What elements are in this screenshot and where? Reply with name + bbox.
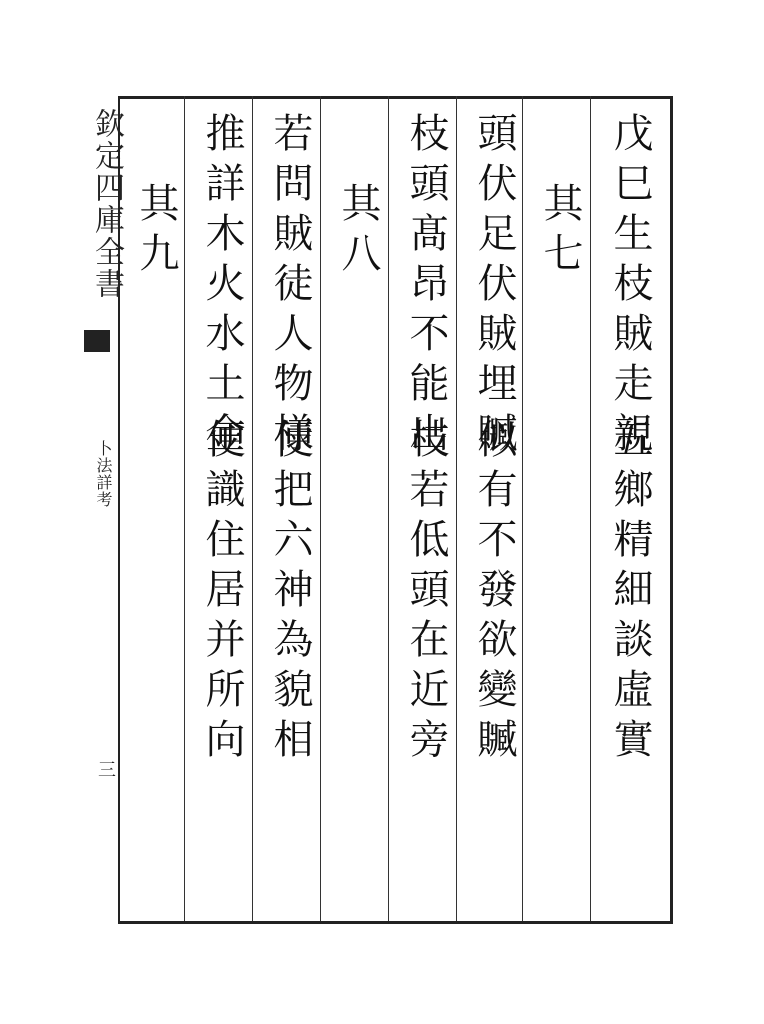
column-divider <box>522 96 523 921</box>
verse-line: 頭伏足伏賊埋贓 <box>471 112 517 462</box>
column-divider <box>320 96 321 921</box>
verse-line: 若問賊徒人物様 <box>267 112 313 462</box>
chapter-title: 卜法詳考 <box>94 440 113 508</box>
verse-line: 枝頭髙昂不能出 <box>403 112 449 462</box>
page-number: 三 <box>95 760 116 778</box>
column-divider <box>252 96 253 921</box>
column-divider <box>184 96 185 921</box>
verse-line: 似有不發欲變贓 <box>471 418 517 768</box>
verse-line: 推詳木火水土金 <box>199 112 245 462</box>
verse-line: 枝若低頭在近旁 <box>403 418 449 768</box>
verse-line: 便識住居并所向 <box>199 418 245 768</box>
column-divider <box>388 96 389 921</box>
verse-line: 便把六神為貌相 <box>267 418 313 768</box>
column-divider <box>590 96 591 921</box>
fish-tail-mark <box>84 330 110 352</box>
verse-line: 五鄉精細談虛實 <box>607 418 653 768</box>
poem-heading: 其八 <box>335 182 381 282</box>
poem-heading: 其七 <box>537 182 583 282</box>
poem-heading: 其九 <box>133 182 179 282</box>
column-divider <box>456 96 457 921</box>
book-title: 欽定四庫全書 <box>89 108 124 300</box>
verse-line: 戊巳生枝賊走親 <box>607 112 653 462</box>
